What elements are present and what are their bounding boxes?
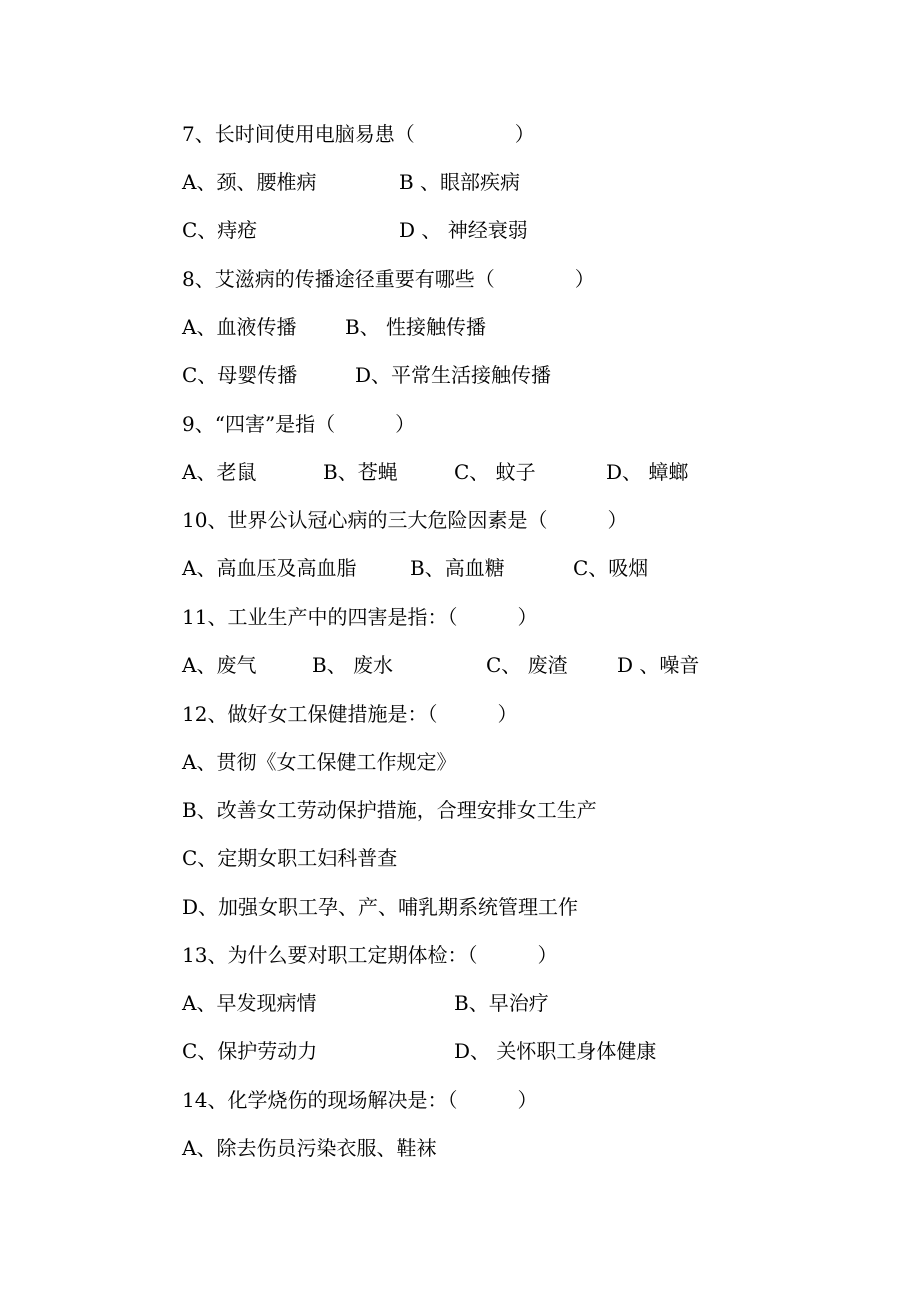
question-8-option-a: A、血液传播 — [182, 315, 297, 339]
question-8-option-b: B、 性接触传播 — [345, 315, 487, 339]
question-11-option-d: D 、噪音 — [617, 653, 700, 677]
question-11-option-b: B、 废水 — [312, 653, 394, 677]
question-8-options-row-2 — [182, 360, 552, 390]
question-13-option-d: D、 关怀职工身体健康 — [454, 1039, 657, 1063]
question-9-option-a: A、老鼠 — [182, 460, 257, 484]
question-12-option-d: D、加强女职工孕、产、哺乳期系统管理工作 — [182, 895, 579, 919]
question-14-title: 14、化学烧伤的现场解决是：（ ） — [182, 1088, 538, 1112]
question-13-options-row-2 — [182, 1036, 657, 1066]
question-13-option-c: C、保护劳动力 — [182, 1039, 318, 1063]
question-9-options-row — [182, 457, 689, 487]
question-7-option-c: C、痔疮 — [182, 218, 258, 242]
question-13-title: 13、为什么要对职工定期体检：（ ） — [182, 943, 558, 967]
question-8-title: 8、艾滋病的传播途径重要有哪些（ ） — [182, 267, 595, 291]
question-9-option-c: C、 蚊子 — [454, 460, 536, 484]
question-13-option-a: A、早发现病情 — [182, 991, 317, 1015]
question-10-option-a: A、高血压及高血脂 — [182, 556, 357, 580]
question-10-title: 10、世界公认冠心病的三大危险因素是（ ） — [182, 508, 628, 532]
question-11-option-c: C、 废渣 — [486, 653, 568, 677]
question-11-title: 11、工业生产中的四害是指：（ ） — [182, 605, 538, 629]
question-12-option-a: A、贯彻《女工保健工作规定》 — [182, 750, 457, 774]
question-12-option-b: B、改善女工劳动保护措施，合理安排女工生产 — [182, 798, 597, 822]
question-7-options-row-1 — [182, 167, 521, 197]
question-7-option-b: B 、眼部疾病 — [399, 170, 521, 194]
question-10-option-c: C、吸烟 — [573, 556, 649, 580]
question-12-title: 12、做好女工保健措施是：（ ） — [182, 702, 518, 726]
question-7-title: 7、长时间使用电脑易患（ ） — [182, 122, 535, 146]
question-9-option-b: B、苍蝇 — [323, 460, 398, 484]
question-14-option-a: A、除去伤员污染衣服、鞋袜 — [182, 1136, 437, 1160]
question-7-option-d: D 、 神经衰弱 — [399, 218, 528, 242]
question-10-options-row — [182, 553, 649, 583]
question-8-options-row-1 — [182, 312, 487, 342]
question-13-option-b: B、早治疗 — [454, 991, 549, 1015]
question-7-options-row-2 — [182, 215, 528, 245]
question-8-option-d: D、平常生活接触传播 — [355, 363, 552, 387]
question-13-options-row-1 — [182, 988, 549, 1018]
question-8-option-c: C、母婴传播 — [182, 363, 298, 387]
question-11-options-row — [182, 650, 700, 680]
question-7-option-a: A、颈、腰椎病 — [182, 170, 317, 194]
question-12-option-c: C、定期女职工妇科普查 — [182, 846, 398, 870]
question-9-option-d: D、 蟑螂 — [606, 460, 689, 484]
question-11-option-a: A、废气 — [182, 653, 257, 677]
question-9-title: 9、“四害”是指（ ） — [182, 412, 416, 436]
question-10-option-b: B、高血糖 — [410, 556, 505, 580]
